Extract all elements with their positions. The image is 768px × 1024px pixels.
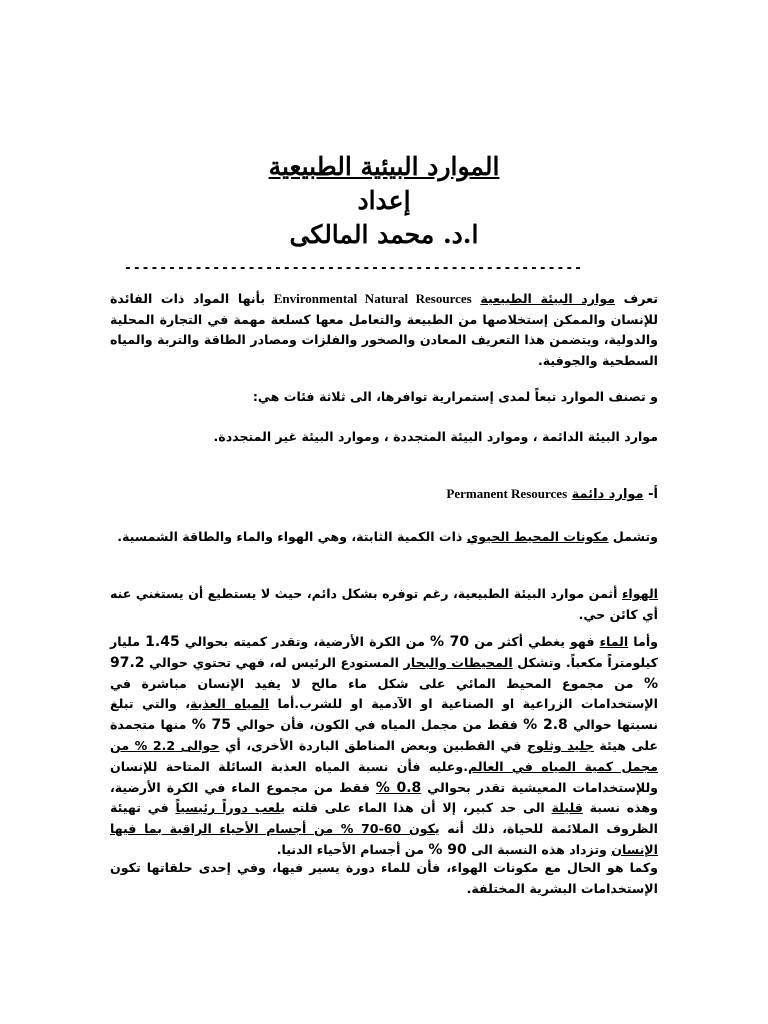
intro-term: موارد البيئة الطبيعية	[480, 291, 616, 306]
water-figure: 97.2 %	[110, 654, 658, 692]
water-term: حوالى 2.2 % من مجمل كمية المياه في العالم	[110, 737, 658, 774]
intro-text: تعرف	[615, 291, 658, 306]
classification-paragraph: و تصنف الموارد تبعاً لمدى إستمرارية توافرها، الى ثلاثة فئات هي:	[252, 389, 658, 404]
intro-paragraph	[110, 289, 658, 371]
water-text: .وعليه فأن نسبة المياه العذبة السائلة المتاحة للإنسان وللإستخدامات المعيشية تقدر بحوالي	[110, 758, 659, 795]
water-text: مليار كيلومتراً مكعباً. وتشكل	[110, 634, 659, 670]
water-term: يلعب دوراً رئيسياً	[175, 800, 286, 816]
water-text: ، والتي تبلغ نسبتها حوالي	[110, 696, 658, 733]
permanent-before: وتشمل	[608, 529, 658, 544]
water-text: فقط من مجموع الماء في الكرة الأرضية، وهذه نسبة	[110, 779, 658, 816]
water-text: المستودع الرئيس له، فهي تحتوي حوالي	[144, 654, 404, 670]
water-text: في تهيئة الظروف الملائمة للحياة، ذلك أنه	[110, 800, 658, 837]
separator-line: ----------------------------------------------------	[124, 262, 583, 276]
water-text: في القطبين وبعض المناطق الباردة الأخرى، أي	[219, 737, 527, 753]
water-figure: 0.8 %	[375, 779, 422, 796]
water-term: يكون 60-70 % من أجسام الأحياء الراقية بما فيها الإنسان	[110, 821, 658, 857]
water-text: من أجسام الأحياء الدنيا.	[276, 841, 429, 857]
prepared-by-label: إعداد	[357, 186, 411, 215]
water-term: جليد وثلوج	[526, 737, 594, 753]
water-text: الى حد كبير، إلا أن هذا الماء على قلته	[285, 800, 552, 816]
air-paragraph	[110, 584, 658, 625]
intro-rest: بأنها المواد ذات الفائدة للإنسان والممكن إستخلاصها من الطبيعة والتعامل معها كسلعة مهمة في التجارة المحلية والدولية، ويتضمن هذا التعريف المعادن والصخور والفلزات ومصادر الطاقة والتربة والمياه السطحية والجوفية.	[110, 291, 658, 368]
water-term: الماء	[599, 634, 629, 649]
permanent-paragraph	[110, 527, 658, 548]
water-figure: 75 %	[191, 717, 232, 734]
section-a-english: Permanent Resources	[446, 486, 568, 501]
water-figure: 70 %	[430, 634, 470, 650]
document-title-block	[0, 150, 768, 252]
closing-paragraph: وكما هو الحال مع مكونات الهواء، فأن للماء دورة يسير فيها، وفي إحدى حلقاتها تكون الإستخدامات البشرية المختلفة.	[110, 860, 658, 896]
water-term: المياه العذبة	[190, 696, 270, 712]
intro-english-term: Environmental Natural Resources	[273, 291, 472, 306]
water-paragraph	[110, 632, 658, 861]
water-term: قليلة	[551, 800, 583, 816]
categories-line: موارد البيئة الدائمة ، وموارد البيئة المتجددة ، وموارد البيئة غير المتجددة.	[213, 429, 658, 444]
water-text: من الكرة الأرضية، وتقدر كميته بحوالي	[179, 634, 431, 649]
water-text: من مجموع المحيط المائي على شكل ماء مالح لا يفيد الإنسان مباشرة في الإستخدامات الزراعية او الصناعية او الآدمية او للشرب.أما	[110, 675, 658, 712]
section-a-heading	[380, 483, 658, 506]
author-name: ا.د. محمد المالكى	[289, 220, 479, 249]
water-figure: 90 %	[428, 841, 467, 858]
document-title: الموارد البيئية الطبيعية	[268, 152, 500, 181]
water-text: فهو يغطي أكثر من	[469, 634, 600, 649]
water-figure: 2.8 %	[523, 717, 568, 734]
permanent-after: ذات الكمية الثابتة، وهي الهواء والماء والطاقة الشمسية.	[117, 529, 467, 544]
water-text: وأما	[628, 634, 658, 649]
air-term: الهواء	[621, 586, 658, 601]
permanent-term: مكونات المحيط الحيوي	[466, 529, 609, 544]
section-a-arabic: موارد دائمة	[571, 487, 644, 502]
water-text: فقط من مجمل المياه في الكون، فأن حوالي	[231, 717, 524, 733]
water-text: منها متجمدة على هيئة	[110, 717, 658, 753]
air-rest: أثمن موارد البيئة الطبيعية، رغم توفره بشكل دائم، حيث لا يستطيع أن يستغني عنه أي كائن حي.	[110, 586, 658, 622]
water-term: المحيطات والبحار	[403, 654, 513, 670]
water-figure: 1.45	[145, 634, 180, 650]
water-text: وتزداد هذه النسبة الى	[466, 841, 612, 857]
section-a-prefix: أ-	[643, 487, 658, 502]
